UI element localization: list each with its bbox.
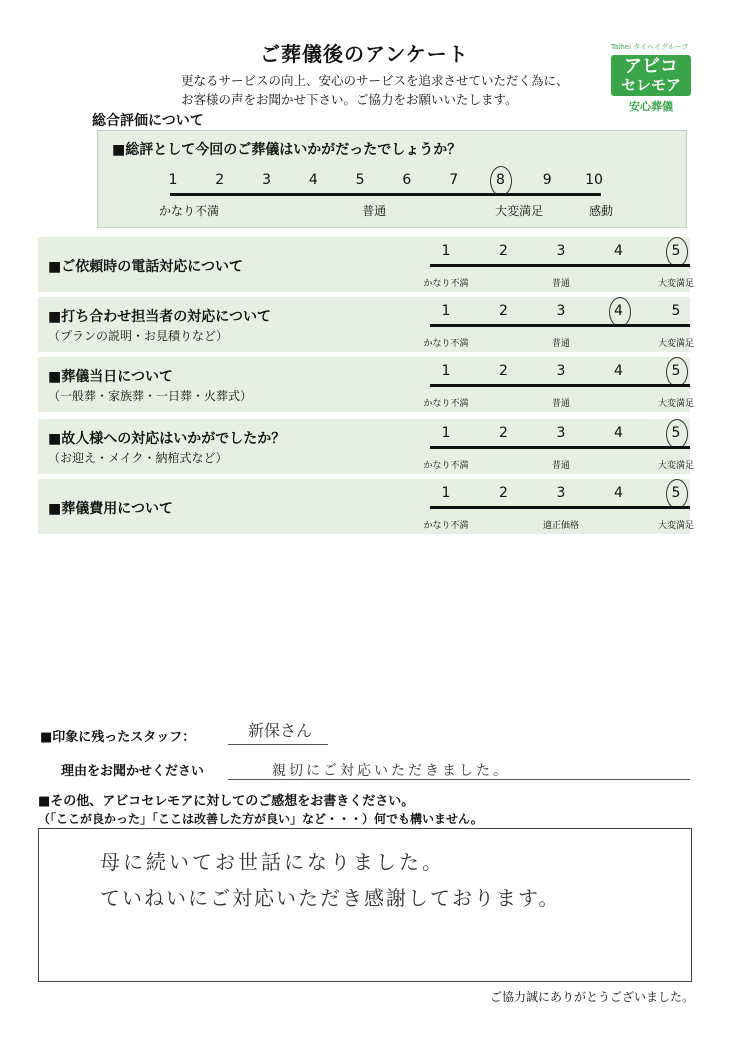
overall-scale-number[interactable]: 8 (495, 172, 505, 188)
rating-label: 大変満足 (657, 279, 695, 289)
rating-number[interactable]: 4 (614, 303, 623, 319)
rating-number[interactable]: 1 (441, 363, 451, 379)
rating-label: 普通 (551, 339, 571, 349)
selection-circle (666, 419, 688, 449)
overall-scale-number[interactable]: 1 (168, 172, 178, 188)
overall-scale-line (170, 193, 601, 196)
comments-sub: （「ここが良かった」「ここは改善した方が良い」など・・・）何でも構いません。 (38, 812, 483, 826)
question-title: ■打ち合わせ担当者の対応について (48, 309, 271, 325)
logo-line-1: アビコ (624, 56, 678, 77)
selection-circle (609, 297, 631, 327)
overall-scale-number[interactable]: 6 (402, 172, 412, 188)
comments-label: ■その他、アビコセレモアに対してのご感想をお書きください。 (38, 794, 415, 809)
rating-number[interactable]: 2 (499, 303, 508, 319)
rating-label: 大変満足 (657, 339, 695, 349)
rating-label: 普通 (551, 399, 571, 409)
rating-number[interactable]: 2 (499, 243, 508, 259)
reason-answer-line (228, 779, 690, 780)
rating-scale-line (430, 506, 690, 509)
rating-number[interactable]: 3 (556, 303, 566, 319)
selection-circle (666, 237, 688, 267)
rating-label: かなり不満 (423, 339, 469, 349)
rating-number[interactable]: 2 (499, 485, 508, 501)
overall-scale-number[interactable]: 5 (355, 172, 365, 188)
rating-label: 大変満足 (657, 521, 695, 531)
staff-label: ■印象に残ったスタッフ： (40, 730, 196, 745)
overall-scale-number[interactable]: 7 (449, 172, 459, 188)
logo-badge (611, 55, 691, 96)
rating-number[interactable]: 4 (614, 485, 623, 501)
selection-circle (666, 479, 688, 509)
rating-number[interactable]: 1 (441, 243, 451, 259)
rating-number[interactable]: 4 (614, 243, 623, 259)
question-subtitle: （一般葬・家族葬・一日葬・火葬式） (48, 389, 253, 403)
rating-number[interactable]: 5 (671, 425, 681, 441)
overall-scale-label: 感動 (588, 204, 614, 218)
rating-scale-line (430, 446, 690, 449)
rating-label: 大変満足 (657, 461, 695, 471)
rating-label: かなり不満 (423, 279, 469, 289)
rating-number[interactable]: 5 (671, 243, 681, 259)
selection-circle (666, 357, 688, 387)
overall-scale-label: かなり不満 (158, 204, 220, 218)
thank-you-footer: ご協力誠にありがとうございました。 (490, 990, 695, 1004)
overall-scale-label: 普通 (362, 204, 387, 218)
overall-scale-number[interactable]: 10 (585, 172, 603, 188)
intro-line-2: お客様の声をお聞かせ下さい。ご協力をお願いいたします。 (181, 92, 518, 107)
rating-scale-line (430, 324, 690, 327)
rating-label: 普通 (551, 461, 571, 471)
rating-number[interactable]: 3 (556, 425, 566, 441)
rating-number[interactable]: 2 (499, 363, 508, 379)
intro-line-1: 更なるサービスの向上、安心のサービスを追求させていただく為に、 (181, 73, 569, 88)
rating-label: 普通 (551, 279, 571, 289)
rating-number[interactable]: 2 (499, 425, 508, 441)
rating-number[interactable]: 4 (614, 363, 623, 379)
overall-scale-number[interactable]: 2 (215, 172, 225, 188)
overall-scale-label: 大変満足 (495, 204, 544, 218)
reason-label: 理由をお聞かせください (61, 764, 205, 779)
question-title: ■葬儀費用について (48, 501, 173, 517)
rating-scale-line (430, 384, 690, 387)
overall-scale-number[interactable]: 9 (542, 172, 552, 188)
company-logo (611, 42, 691, 114)
overall-scale-number[interactable]: 4 (308, 172, 318, 188)
question-subtitle: （プランの説明・お見積りなど） (48, 329, 229, 343)
rating-number[interactable]: 1 (441, 425, 451, 441)
question-subtitle: （お迎え・メイク・納棺式など） (48, 451, 228, 465)
question-title: ■葬儀当日について (48, 369, 173, 385)
rating-number[interactable]: 4 (614, 425, 623, 441)
logo-tagline: 安心葬儀 (629, 100, 673, 113)
reason-answer: 親切にご対応いただきました。 (272, 763, 510, 779)
group-mark: Taihei タイヘイグループ (611, 43, 689, 51)
rating-label: かなり不満 (423, 521, 469, 531)
overall-section-title: 総合評価について (92, 113, 204, 129)
rating-number[interactable]: 5 (671, 303, 681, 319)
comments-line-2: ていねいにご対応いただき感謝しております。 (100, 886, 561, 910)
question-title: ■ご依頼時の電話対応について (48, 259, 243, 275)
question-title: ■故人様への対応はいかがでしたか？ (48, 431, 286, 447)
comments-line-1: 母に続いてお世話になりました。 (100, 850, 445, 874)
rating-number[interactable]: 1 (441, 303, 451, 319)
rating-number[interactable]: 1 (441, 485, 451, 501)
rating-number[interactable]: 5 (671, 363, 681, 379)
page-title: ご葬儀後のアンケート (260, 42, 469, 66)
staff-answer: 新保さん (248, 721, 313, 740)
logo-line-2: セレモア (620, 76, 681, 94)
rating-number[interactable]: 3 (556, 363, 566, 379)
staff-answer-line (228, 744, 328, 745)
rating-label: 大変満足 (657, 399, 695, 409)
rating-number[interactable]: 3 (556, 485, 566, 501)
rating-scale-line (430, 264, 690, 267)
rating-label: 適正価格 (542, 521, 580, 531)
rating-label: かなり不満 (423, 461, 469, 471)
rating-label: かなり不満 (423, 399, 469, 409)
rating-number[interactable]: 3 (556, 243, 566, 259)
overall-scale-number[interactable]: 3 (262, 172, 272, 188)
overall-question: ■総評として今回のご葬儀はいかがだったでしょうか？ (112, 142, 462, 158)
rating-number[interactable]: 5 (671, 485, 681, 501)
